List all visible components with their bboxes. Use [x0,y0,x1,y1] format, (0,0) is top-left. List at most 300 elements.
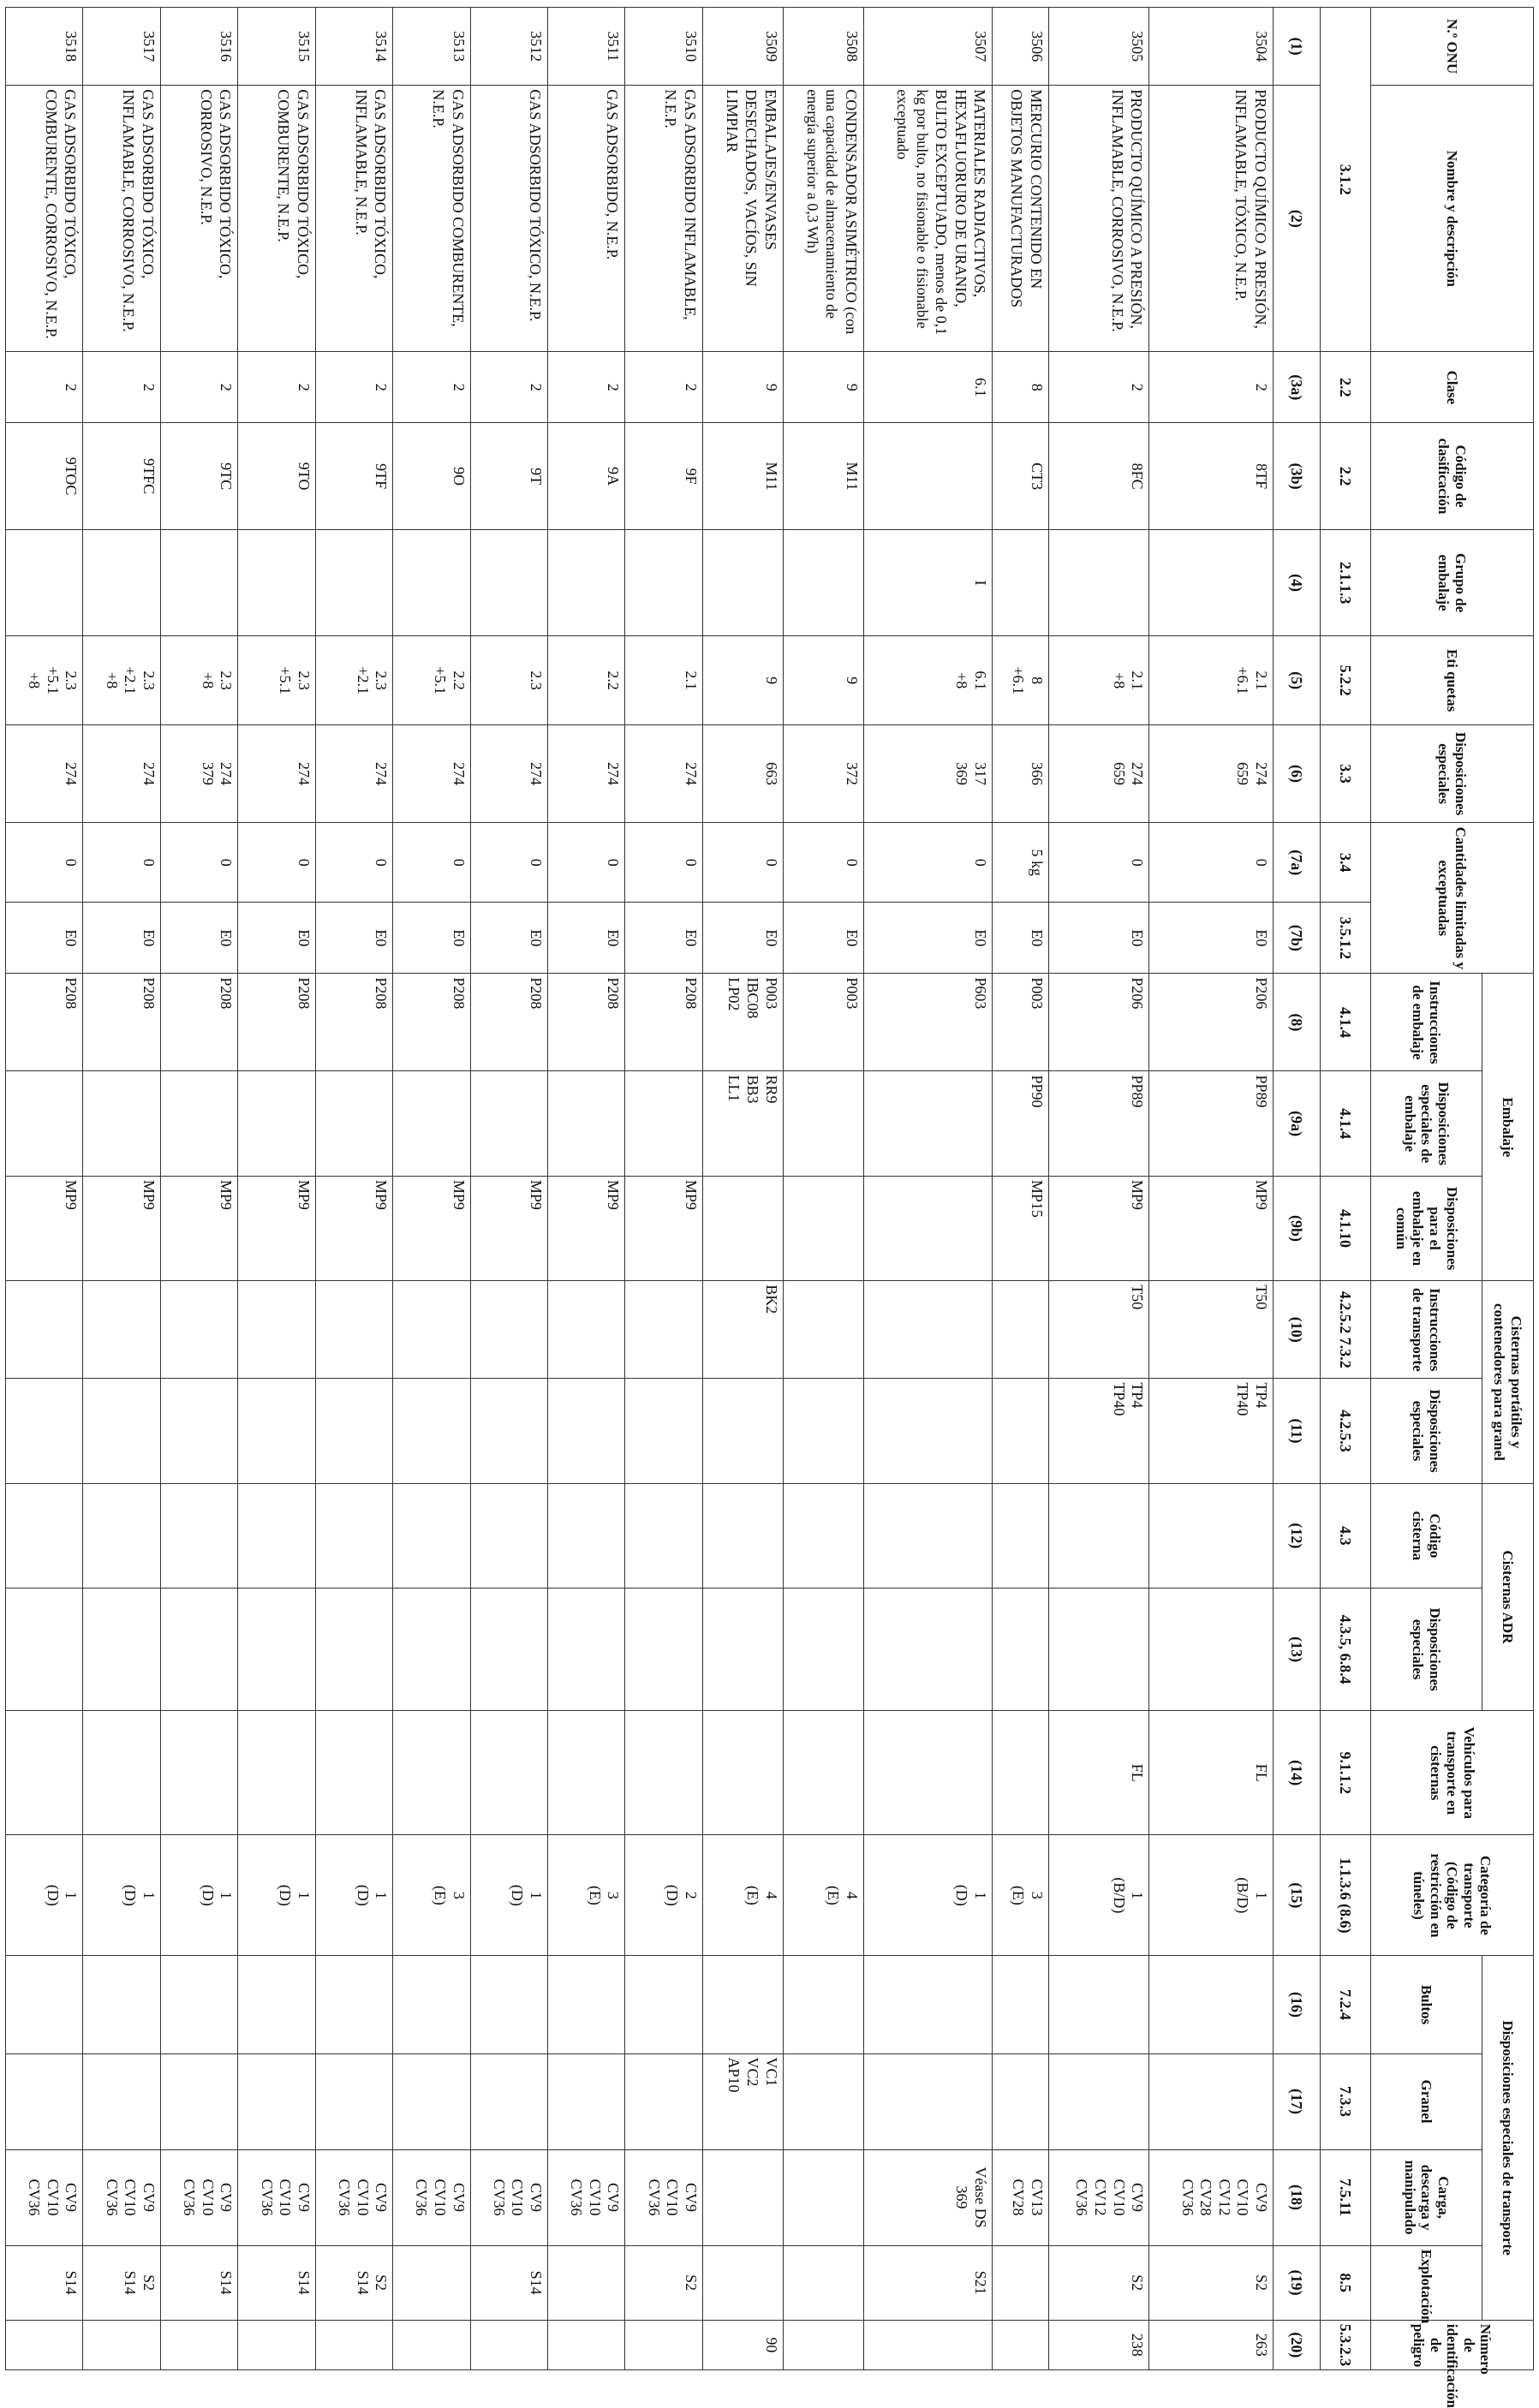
tsp2-cell [783,1588,863,1711]
sp-cell [993,725,1049,823]
labels-cell [783,636,863,725]
sp-cell [83,725,160,823]
expl-line: S2 [1129,2274,1147,2292]
tc-cell [393,1483,470,1588]
cat-cell [625,1835,702,1956]
veh-cell [315,1711,392,1835]
pi-line: P208 [140,977,158,1010]
cat-line: 3 [1028,1891,1046,1899]
labels-line: 9 [843,677,861,685]
table-row [160,8,237,2370]
tc-cell [783,1483,863,1588]
tc-cell [83,1483,160,1588]
cat-line: 1 [218,1891,236,1899]
granel-cell [470,2053,547,2149]
labels-line: 2.1 [1129,671,1147,690]
un-cell: 3509 [702,8,783,86]
carga-line: CV12 [1215,2179,1233,2216]
labels-cell [863,636,993,725]
lq7b-cell: E0 [702,903,783,974]
bultos-cell [83,1956,160,2053]
class-cell: 9 [702,352,783,423]
pi-line: P208 [528,977,545,1010]
header-name: Nombre y descripción [1371,86,1534,352]
labels-line: +5.1 [277,666,295,694]
expl-line: S2 [1253,2274,1270,2292]
pi-line: P208 [373,977,391,1010]
labels-cell [993,636,1049,725]
hin-cell: 263 [1149,2320,1274,2369]
lq7a-cell: 0 [393,823,470,903]
mix-cell: MP9 [238,1176,315,1280]
ti-line: BK2 [762,1284,780,1314]
cat-cell [1048,1835,1149,1956]
carga-line: CV10 [199,2179,217,2216]
tc-cell [160,1483,237,1588]
veh-cell [548,1711,625,1835]
ti-cell [393,1281,470,1379]
pi-cell [1048,974,1149,1071]
expl-cell [1048,2245,1149,2320]
header-cat: Categoría de transporte (Código de restricción en túneles) [1371,1835,1534,1956]
carga-cell [863,2149,993,2245]
carga-line: CV13 [1028,2179,1046,2216]
class-cell: 2 [1149,352,1274,423]
ref-cell: 8.5 [1321,2245,1371,2320]
un-cell: 3507 [863,8,993,86]
labels-line: 2.2 [605,671,623,690]
labels-cell [702,636,783,725]
labels-line: +8 [199,672,217,689]
cat-line: (B/D) [1234,1877,1252,1914]
header-tsp2: Disposiciones especiales [1371,1588,1482,1711]
carga-line: CV9 [1129,2183,1147,2213]
ref-cell: 4.2.5.2 7.3.2 [1321,1281,1371,1379]
psp-line: RR9 [762,1075,780,1104]
labels-line: 2.1 [1253,671,1270,690]
hin-cell [470,2320,547,2369]
tsp-cell [625,1379,702,1483]
labels-cell [315,636,392,725]
cat-line: 1 [528,1891,545,1899]
carga-cell [1149,2149,1274,2245]
pi-line: P208 [295,977,313,1010]
psp-line: PP89 [1253,1075,1270,1108]
column-number: (3b) [1274,423,1321,529]
cat-line: 1 [295,1891,313,1899]
pi-line: LP02 [725,977,743,1011]
granel-line: VC1 [762,2057,780,2087]
expl-cell [625,2245,702,2320]
code-cell: 8FC [1048,423,1149,529]
header-expl: Explotación [1371,2245,1482,2320]
mix-cell: MP9 [6,1176,83,1280]
cat-line: (E) [431,1885,449,1905]
name-cell: GAS ADSORBIDO, N.E.P. [548,86,625,352]
un-cell: 3515 [238,8,315,86]
column-number: (20) [1274,2320,1321,2369]
sp-cell [548,725,625,823]
bultos-cell [315,1956,392,2053]
lq7b-cell: E0 [1149,903,1274,974]
psp-cell [393,1071,470,1176]
name-cell: GAS ADSORBIDO INFLAMABLE, N.E.P. [625,86,702,352]
carga-line: CV36 [1073,2179,1091,2216]
psp-cell [160,1071,237,1176]
tc-cell [993,1483,1049,1588]
code-cell: 9TOC [6,423,83,529]
pg-cell [470,529,547,635]
pg-cell [315,529,392,635]
mix-cell: MP9 [315,1176,392,1280]
ti-cell [702,1281,783,1379]
psp-line: PP89 [1129,1075,1147,1108]
tc-cell [238,1483,315,1588]
code-cell [863,423,993,529]
un-cell: 3518 [6,8,83,86]
column-number: (13) [1274,1588,1321,1711]
veh-cell [83,1711,160,1835]
table-row [702,8,783,2370]
pg-cell [1149,529,1274,635]
pg-cell [548,529,625,635]
ref-cell: 4.3.5, 6.8.4 [1321,1588,1371,1711]
veh-cell [470,1711,547,1835]
ref-cell: 4.1.10 [1321,1176,1371,1280]
mix-cell: MP9 [470,1176,547,1280]
column-number: (2) [1274,86,1321,352]
lq7b-cell: E0 [315,903,392,974]
expl-cell [863,2245,993,2320]
ti-cell [315,1281,392,1379]
labels-cell [548,636,625,725]
veh-cell [238,1711,315,1835]
ref-cell: 7.3.3 [1321,2053,1371,2149]
granel-cell [393,2053,470,2149]
header-un: N.º ONU [1371,8,1534,86]
pi-line: P206 [1129,977,1147,1010]
ref-cell: 3.3 [1321,725,1371,823]
un-cell: 3504 [1149,8,1274,86]
lq7a-cell: 5 kg [993,823,1049,903]
carga-cell [993,2149,1049,2245]
labels-line: +6.1 [1009,666,1027,694]
header-adr-tanks: Cisternas ADR [1482,1483,1534,1711]
cat-line: (E) [586,1885,604,1905]
pi-line: P003 [1028,977,1046,1010]
ref-cell: 4.2.5.3 [1321,1379,1371,1483]
carga-line: CV28 [1197,2179,1215,2216]
tc-cell [315,1483,392,1588]
carga-line: CV36 [335,2179,353,2216]
tsp2-cell [160,1588,237,1711]
expl-line: S14 [295,2270,313,2295]
tc-cell [702,1483,783,1588]
class-cell: 2 [625,352,702,423]
tsp-line: TP40 [1110,1382,1128,1416]
hin-cell [160,2320,237,2369]
carga-line: CV10 [44,2179,62,2216]
expl-cell [315,2245,392,2320]
mix-cell [702,1176,783,1280]
sp-line: 274 [528,762,545,786]
carga-cell [238,2149,315,2245]
cat-line: (D) [44,1884,62,1906]
bultos-cell [548,1956,625,2053]
expl-cell [470,2245,547,2320]
table-row [1048,8,1149,2370]
carga-line: CV9 [295,2183,313,2213]
cat-cell [783,1835,863,1956]
carga-line: CV10 [122,2179,140,2216]
labels-line: +8 [26,672,44,689]
ref-cell: 3.5.1.2 [1321,903,1371,974]
cat-cell [393,1835,470,1956]
header-mix: Disposiciones para el embalaje en común [1371,1176,1482,1280]
hin-cell [783,2320,863,2369]
pi-cell [863,974,993,1071]
veh-cell [6,1711,83,1835]
carga-cell [625,2149,702,2245]
bultos-cell [238,1956,315,2053]
pi-line: P208 [218,977,236,1010]
pi-line: P208 [605,977,623,1010]
pi-cell [393,974,470,1071]
labels-line: +2.1 [354,666,372,694]
veh-cell [393,1711,470,1835]
hin-cell [625,2320,702,2369]
un-cell: 3505 [1048,8,1149,86]
tsp-line: TP40 [1234,1382,1252,1416]
lq7b-cell: E0 [470,903,547,974]
tsp2-cell [702,1588,783,1711]
labels-line: +5.1 [431,666,449,694]
sp-line: 274 [450,762,468,786]
lq7b-cell: E0 [548,903,625,974]
bultos-cell [6,1956,83,2053]
column-number: (8) [1274,974,1321,1071]
lq7b-cell: E0 [6,903,83,974]
ti-line: T50 [1253,1284,1270,1310]
un-cell: 3514 [315,8,392,86]
carga-line: CV12 [1092,2179,1109,2216]
labels-line: 2.2 [450,671,468,690]
sp-cell [315,725,392,823]
column-number: (7b) [1274,903,1321,974]
labels-line: +6.1 [1234,666,1252,694]
veh-cell [160,1711,237,1835]
tsp2-cell [83,1588,160,1711]
veh-cell [702,1711,783,1835]
carga-line: CV10 [277,2179,295,2216]
carga-line: CV9 [373,2183,391,2213]
tsp-cell [393,1379,470,1483]
sp-line: 274 [1253,762,1270,786]
mix-cell: MP15 [993,1176,1049,1280]
cat-cell [238,1835,315,1956]
pi-cell [238,974,315,1071]
table-row [993,8,1049,2370]
pg-cell [238,529,315,635]
cat-line: (D) [953,1884,971,1906]
table-row [83,8,160,2370]
veh-cell: FL [1048,1711,1149,1835]
psp-cell [625,1071,702,1176]
class-cell: 2 [548,352,625,423]
column-number: (9a) [1274,1071,1321,1176]
carga-cell [83,2149,160,2245]
labels-line: 2.3 [373,671,391,690]
labels-cell [625,636,702,725]
carga-line: CV36 [258,2179,276,2216]
tsp-cell [1149,1379,1274,1483]
carga-line: CV36 [181,2179,199,2216]
header-labels: Eti quetas [1371,636,1534,725]
sp-line: 663 [762,762,780,786]
hin-cell [863,2320,993,2369]
carga-line: CV36 [490,2179,508,2216]
labels-cell [160,636,237,725]
header-portable: Cisternas portátiles y contenedores para granel [1482,1281,1534,1483]
un-cell: 3512 [470,8,547,86]
sp-line: 659 [1234,762,1252,786]
tsp-cell [315,1379,392,1483]
carga-cell [315,2149,392,2245]
labels-line: +5.1 [44,666,62,694]
tsp-cell [83,1379,160,1483]
carga-cell [160,2149,237,2245]
lq7a-cell: 0 [783,823,863,903]
lq7b-cell: E0 [625,903,702,974]
granel-cell [1048,2053,1149,2149]
sp-line: 379 [199,762,217,786]
tc-cell [863,1483,993,1588]
class-cell: 2 [393,352,470,423]
labels-line: 6.1 [972,671,990,690]
cat-line: (D) [122,1884,140,1906]
cat-line: (D) [277,1884,295,1906]
header-special: Disposiciones especiales de transporte [1482,1956,1534,2320]
code-cell: 9TFC [83,423,160,529]
cat-line: 3 [450,1891,468,1899]
labels-line: 8 [1028,677,1046,685]
lq7b-cell: E0 [783,903,863,974]
bultos-cell [1048,1956,1149,2053]
tc-cell [548,1483,625,1588]
pi-line: P206 [1253,977,1270,1010]
expl-line: S2 [373,2274,391,2292]
tsp2-cell [470,1588,547,1711]
ti-cell [83,1281,160,1379]
carga-line: 369 [953,2185,971,2209]
expl-line: S14 [63,2270,81,2295]
code-cell: M11 [783,423,863,529]
table-row [393,8,470,2370]
name-cell: GAS ADSORBIDO TÓXICO, COMBURENTE, CORROSIVO, N.E.P. [6,86,83,352]
lq7b-cell: E0 [83,903,160,974]
tsp-line: TP4 [1129,1382,1147,1409]
granel-cell [783,2053,863,2149]
ti-cell [470,1281,547,1379]
veh-cell [993,1711,1049,1835]
mix-cell [863,1176,993,1280]
sp-cell [1048,725,1149,823]
hin-cell [548,2320,625,2369]
name-cell: MERCURIO CONTENIDO EN OBJETOS MANUFACTURADOS [993,86,1049,352]
pg-cell [83,529,160,635]
tsp-cell [548,1379,625,1483]
psp-cell [863,1071,993,1176]
lq7a-cell: 0 [1048,823,1149,903]
pg-cell [6,529,83,635]
lq7a-cell: 0 [470,823,547,903]
mix-cell: MP9 [83,1176,160,1280]
ti-line: T50 [1129,1284,1147,1310]
psp-cell [315,1071,392,1176]
granel-cell [315,2053,392,2149]
labels-line: +8 [1110,672,1128,689]
sp-line: 274 [682,762,700,786]
pi-line: IBC08 [744,977,762,1019]
tsp-cell [160,1379,237,1483]
carga-cell [393,2149,470,2245]
cat-cell [548,1835,625,1956]
ti-cell [625,1281,702,1379]
header-packaging: Embalaje [1482,974,1534,1281]
carga-line: CV10 [509,2179,527,2216]
psp-cell [1149,1071,1274,1176]
cat-cell [160,1835,237,1956]
granel-cell [548,2053,625,2149]
lq7b-cell: E0 [863,903,993,974]
tc-cell [6,1483,83,1588]
name-cell: CONDENSADOR ASIMÉTRICO (con una capacidad de almacenamiento de energía superior a 0,3 Wh) [783,86,863,352]
sp-line: 366 [1028,762,1046,786]
pi-cell [783,974,863,1071]
carga-cell [548,2149,625,2245]
expl-line: S2 [140,2274,158,2292]
cat-line: 1 [63,1891,81,1899]
pi-line: P208 [450,977,468,1010]
code-cell: CT3 [993,423,1049,529]
pi-cell [6,974,83,1071]
code-cell: 8TF [1149,423,1274,529]
column-number: (10) [1274,1281,1321,1379]
name-cell: GAS ADSORBIDO TÓXICO, INFLAMABLE, N.E.P. [315,86,392,352]
hin-cell [83,2320,160,2369]
bultos-cell [702,1956,783,2053]
header-veh: Vehículos para transporte en cisternas [1371,1711,1534,1835]
name-cell: PRODUCTO QUÍMICO A PRESIÓN, INFLAMABLE, TÓXICO, N.E.P. [1149,86,1274,352]
header-code: Código de clasificación [1371,423,1534,529]
header-lq: Cantidades limitadas y exceptuadas [1371,823,1534,974]
carga-line: CV9 [218,2183,236,2213]
labels-line: +8 [103,672,121,689]
expl-line: S14 [354,2270,372,2295]
carga-line: Véase DS [972,2167,990,2228]
labels-line: 2.3 [63,671,81,690]
class-cell: 2 [470,352,547,423]
sp-cell [160,725,237,823]
column-number: (14) [1274,1711,1321,1835]
lq7b-cell: E0 [1048,903,1149,974]
cat-line: 1 [1129,1891,1147,1899]
carga-line: CV9 [140,2183,158,2213]
bultos-cell [393,1956,470,2053]
ref-cell: 9.1.1.2 [1321,1711,1371,1835]
cat-line: 1 [972,1891,990,1899]
carga-line: CV10 [1110,2179,1128,2216]
